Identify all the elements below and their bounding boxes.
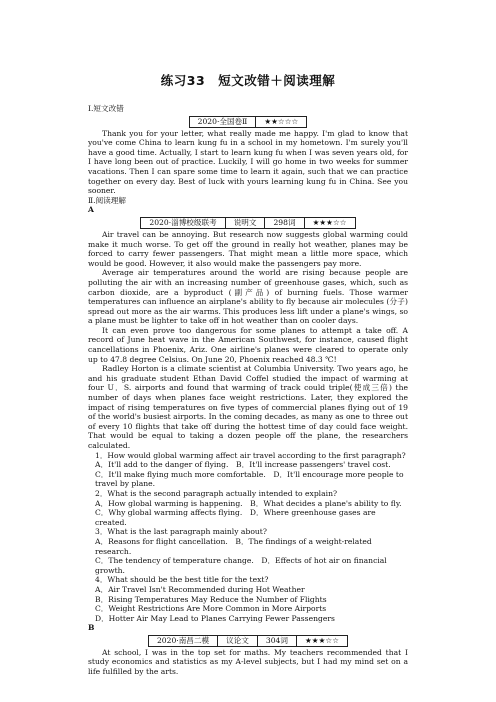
part-b-tags <box>88 635 408 647</box>
part-a-letter: A <box>88 205 94 215</box>
page-title: 练习33 短文改错＋阅读理解 <box>160 73 336 88</box>
genre-tag: 议论文 <box>218 635 258 647</box>
question-option: A．Air Travel Isn't Recommended during Hot Weather <box>95 584 305 594</box>
word-count-tag: 298词 <box>265 217 304 229</box>
passage-paragraph: Average air temperatures around the world are rising because people are polluting the air with an increasing number of greenhouse gases, which, such as carbon dioxide, are a byproduct (副产品) of burning fuels. Those warmer temperatures can influence an airplane's ability to fly because air molecules (分子) spread out more as the air warms. This produces less lift under a plane's wings, so a plane must be lighter to take off in hot weather than on cooler days. <box>88 268 408 326</box>
question-options: C．It'll make flying much more comfortable. D．It'll encourage more people to travel by plane. <box>95 469 404 489</box>
error-correction-passage: Thank you for your letter, what really made me happy. I'm glad to know that you've come China to learn kung fu in a school in my hometown. I'm surely you'll have a good time. Actually, I start to learn kung fu when I was seven years old, for I have long been out of practice. Luckily, I will go home in two weeks for summer vacations. Then I can spare some time to learn it again, such that we can practice together on every day. Best of luck with yours learning kung fu in China. See you sooner. <box>88 128 408 196</box>
question-options: C．Why global warming affects flying. D．Where greenhouse gases are created. <box>95 508 376 527</box>
question-option: B．Rising Temperatures May Reduce the Number of Flights <box>95 594 327 604</box>
source-tag: 2020·南昌二模 <box>148 635 218 647</box>
difficulty-tag: ★★★☆☆ <box>305 217 356 229</box>
passage-paragraph: Air travel can be annoying. But research now suggests global warming could make it much worse. To get off the ground in really hot weather, planes may be forced to carry fewer passengers. That might mean a little more space, which would be good. However, it also would make the passengers pay more. <box>88 229 408 268</box>
source-tag: 2020·全国卷Ⅱ <box>189 116 257 128</box>
source-tag: 2020·淄博校级联考 <box>140 217 225 229</box>
question-stem: 1．How would global warming affect air travel according to the first paragraph? <box>95 450 406 460</box>
part-a-tags <box>88 217 408 229</box>
section1-heading: Ⅰ.短文改错 <box>88 104 124 113</box>
word-count-tag: 304词 <box>258 635 297 647</box>
section1-tags <box>88 116 408 128</box>
passage-paragraph: Radley Horton is a climate scientist at Columbia University. Two years ago, he and his graduate student Ethan David Coffel studied the impact of warming at four U．S. airports and found that warming of track could triple(使成三倍) the number of days when planes face weight restrictions. Later, they explored the impact of rising temperatures on five types of commercial planes flying out of 19 of the world's busiest airports. In the coming decades, as many as one to three out of every 10 flights that take off during the hottest time of day could face weight. That would be equal to taking a dozen people off the plane, the researchers calculated. <box>88 364 408 450</box>
question-option: D．Hotter Air May Lead to Planes Carrying Fewer Passengers <box>95 613 335 623</box>
question-stem: 2．What is the second paragraph actually intended to explain? <box>95 488 338 498</box>
difficulty-tag: ★★★☆☆ <box>297 635 348 647</box>
question-options: C．The tendency of temperature change. D．Effects of hot air on financial growth. <box>95 556 387 575</box>
question-options: A．Reasons for flight cancellation. B．The findings of a weight-related research. <box>95 536 372 556</box>
passage-paragraph: At school, I was in the top set for maths. My teachers recommended that I study economics and statistics as my A-level subjects, but I had my mind set on a life fulfilled by the arts. <box>88 647 408 677</box>
question-option: C．Weight Restrictions Are More Common in More Airports <box>95 604 327 614</box>
part-b-letter: B <box>88 623 95 633</box>
section2-heading: Ⅱ.阅读理解 <box>88 195 126 205</box>
question-options: A．It'll add to the danger of flying. B．It'll increase passengers' travel cost. <box>95 460 391 470</box>
question-stem: 3．What is the last paragraph mainly about? <box>95 527 267 537</box>
difficulty-tag: ★★☆☆☆ <box>256 116 307 128</box>
question-stem: 4．What should be the best title for the text? <box>95 575 269 585</box>
content <box>88 104 408 677</box>
passage-paragraph: It can even prove too dangerous for some planes to attempt a take off. A record of June heat wave in the American Southwest, for instance, caused flight cancellations in Phoenix, Ariz. One airline's planes were cleared to operate only up to 47.8 degree Celsius. On June 20, Phoenix reached 48.3 ℃! <box>88 325 408 364</box>
question-options: A．How global warming is happening. B．What decides a plane's ability to fly. <box>95 498 402 508</box>
genre-tag: 说明文 <box>226 217 266 229</box>
